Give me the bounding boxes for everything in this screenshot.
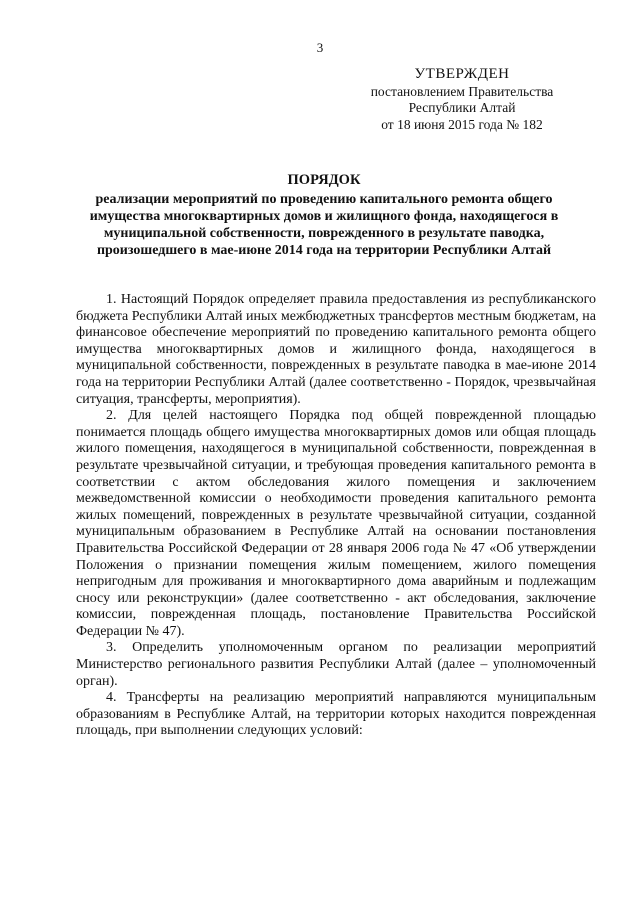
- document-title-sub: реализации мероприятий по проведению капитального ремонта общего имущества многоквартирных домов и жилищного фонда, находящегося в муниципальной собственности, поврежденного в результате паводка, произошедшего в мае-июне 2014 года на территории Республики Алтай: [89, 192, 559, 258]
- approval-block: [330, 66, 594, 133]
- document-body: [76, 292, 596, 740]
- approval-line-3: от 18 июня 2015 года № 182: [381, 116, 543, 132]
- approval-line-2: Республики Алтай: [408, 100, 516, 115]
- approval-title: УТВЕРЖДЕН: [414, 66, 510, 82]
- approval-line-1: постановлением Правительства: [370, 83, 554, 99]
- page-number: 3: [316, 40, 324, 55]
- document-title-main: ПОРЯДОК: [287, 172, 361, 188]
- paragraph-1: 1. Настоящий Порядок определяет правила предоставления из республиканского бюджета Республики Алтай иных межбюджетных трансфертов местным бюджетам, на финансовое обеспечение мероприятий по проведению капитального ремонта общего имущества многоквартирных домов и жилищного фонда, находящегося в муниципальной собственности, поврежденных в результате паводка в мае-июне 2014 года на территории Республики Алтай (далее соответственно - Порядок, чрезвычайная ситуация, трансферты, мероприятия).: [76, 292, 596, 407]
- document-title: [64, 172, 584, 259]
- paragraph-4: 4. Трансферты на реализацию мероприятий направляются муниципальным образованиям в Республике Алтай, на территории которых находится поврежденная площадь, при выполнении следующих условий:: [76, 690, 596, 739]
- paragraph-3: 3. Определить уполномоченным органом по реализации мероприятий Министерство регионального развития Республики Алтай (далее – уполномоченный орган).: [76, 640, 596, 689]
- paragraph-2: 2. Для целей настоящего Порядка под общей поврежденной площадью понимается площадь общего имущества многоквартирных домов или общая площадь жилого помещения, находящегося в муниципальной собственности, поврежденная в результате чрезвычайной ситуации, и требующая проведения капитального ремонта в соответствии с актом обследования жилого помещения и заключением межведомственной комиссии о необходимости проведения капитального ремонта жилых помещений, поврежденных в результате чрезвычайной ситуации, созданной муниципальным образованием в Республике Алтай на основании постановления Правительства Российской Федерации от 28 января 2006 года № 47 «Об утверждении Положения о признании помещения жилым помещением, жилого помещения непригодным для проживания и многоквартирного дома аварийным и подлежащим сносу или реконструкции» (далее соответственно - акт обследования, заключение комиссии, поврежденная площадь, постановление Правительства Российской Федерации № 47).: [76, 408, 596, 639]
